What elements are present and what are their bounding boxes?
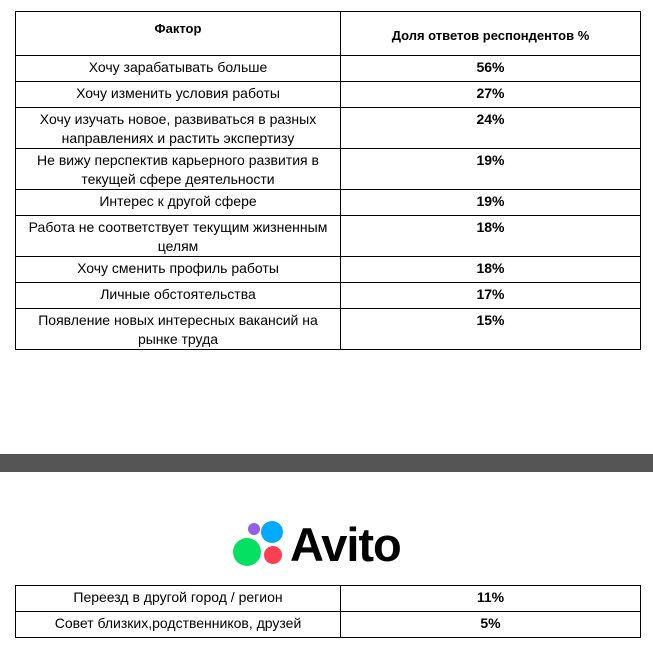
logo-wordmark: Avito (290, 518, 401, 571)
factor-cell: Хочу сменить профиль работы (16, 257, 341, 283)
table-header-row (16, 12, 641, 56)
table-row (16, 216, 641, 257)
table-row (16, 586, 641, 612)
table-row (16, 257, 641, 283)
table-row (16, 82, 641, 108)
logo-dot-green (233, 538, 261, 566)
table-row (16, 283, 641, 309)
factor-cell: Работа не соответствует текущим жизненным целям (16, 216, 341, 257)
logo-dot-red (264, 546, 282, 564)
share-cell: 19% (341, 149, 641, 190)
share-cell: 17% (341, 283, 641, 309)
page-divider (0, 454, 653, 472)
table-row (16, 149, 641, 190)
table-row (16, 56, 641, 82)
factor-cell: Хочу зарабатывать больше (16, 56, 341, 82)
factor-cell: Интерес к другой сфере (16, 190, 341, 216)
factor-cell: Личные обстоятельства (16, 283, 341, 309)
table-row (16, 612, 641, 638)
table-row (16, 309, 641, 350)
logo-dot-purple (248, 523, 260, 535)
factor-cell: Совет близких,родственников, друзей (16, 612, 341, 638)
share-cell: 18% (341, 216, 641, 257)
factor-cell: Переезд в другой город / регион (16, 586, 341, 612)
factor-cell: Появление новых интересных вакансий на рынке труда (16, 309, 341, 350)
share-cell: 24% (341, 108, 641, 149)
header-factor: Фактор (16, 12, 341, 56)
factor-cell: Хочу изучать новое, развиваться в разных направлениях и растить экспертизу (16, 108, 341, 149)
avito-dots-icon (233, 520, 289, 570)
share-cell: 5% (341, 612, 641, 638)
table-row (16, 190, 641, 216)
share-cell: 11% (341, 586, 641, 612)
share-cell: 56% (341, 56, 641, 82)
share-cell: 19% (341, 190, 641, 216)
share-cell: 18% (341, 257, 641, 283)
survey-table (15, 11, 641, 350)
factor-cell: Хочу изменить условия работы (16, 82, 341, 108)
logo-dot-blue (261, 521, 283, 543)
share-cell: 15% (341, 309, 641, 350)
survey-table-continued (15, 585, 641, 638)
table-row (16, 108, 641, 149)
factor-cell: Не вижу перспектив карьерного развития в текущей сфере деятельности (16, 149, 341, 190)
header-share: Доля ответов респондентов % (341, 12, 641, 56)
share-cell: 27% (341, 82, 641, 108)
avito-logo (233, 520, 423, 570)
